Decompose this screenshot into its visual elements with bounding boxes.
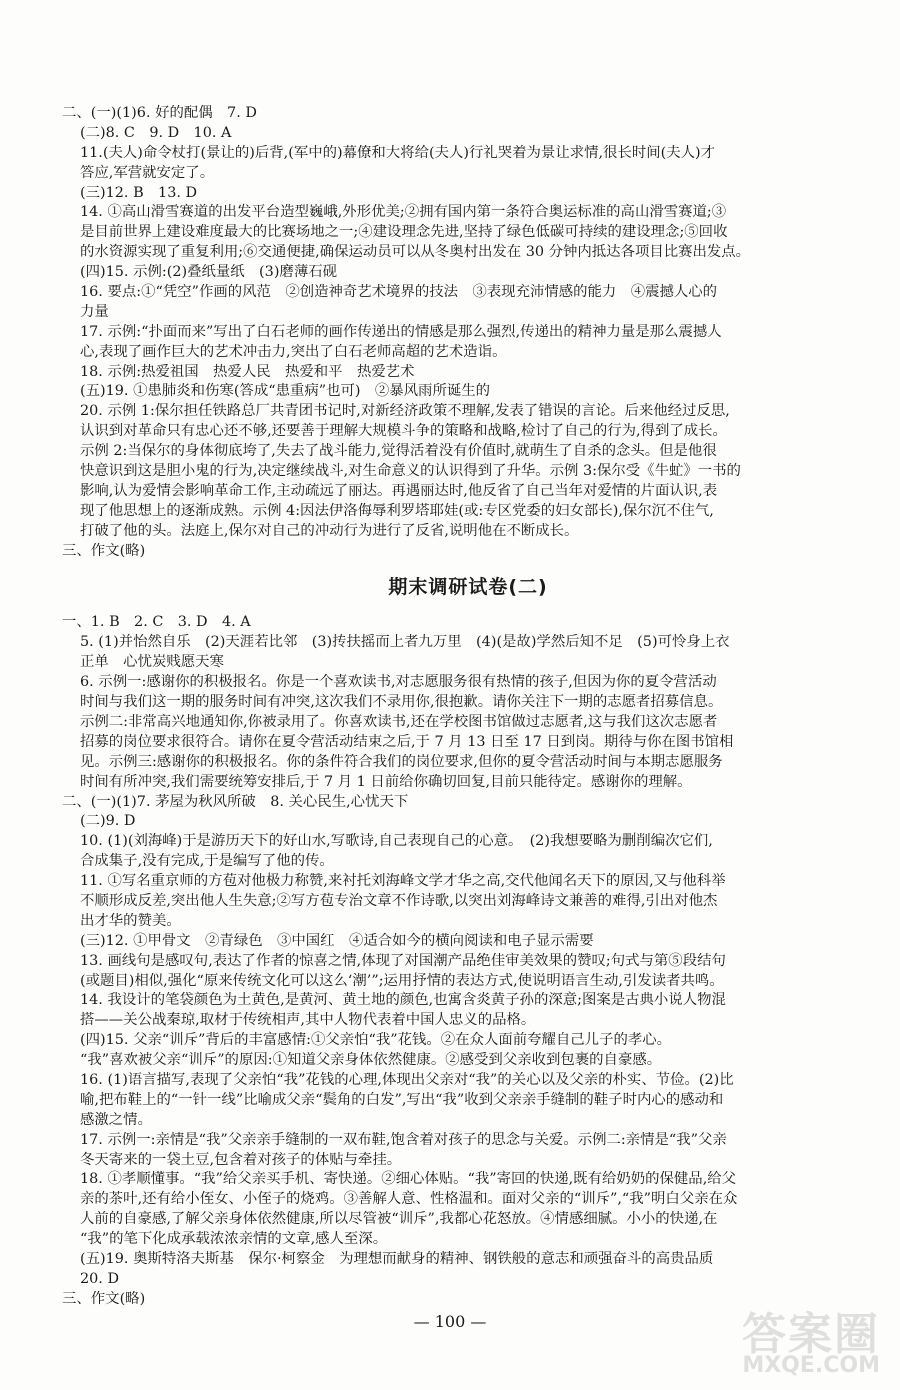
answer-line: (四)15. 父亲“训斥”背后的丰富感情:①父亲怕“我”花钱。②在众人面前夸耀自己儿子的孝心。 xyxy=(80,1032,672,1049)
watermark-logo-text: 答案圈 xyxy=(742,1309,880,1360)
answer-line: 20. 示例 1:保尔担任铁路总厂共青团书记时,对新经济政策不理解,发表了错误的言论。后来他经过反思, xyxy=(80,403,730,420)
watermark-logo xyxy=(690,1298,880,1378)
answer-line: 合成集子,没有完成,于是编写了他的传。 xyxy=(80,853,334,870)
answer-line: (三)12. B 13. D xyxy=(80,184,198,201)
answer-line: 11. ①写名重京师的方苞对他极力称赞,来衬托刘海峰文学才华之高,交代他闻名天下的原因,又与他科举 xyxy=(80,873,726,890)
answer-content xyxy=(62,104,874,1310)
answer-line: 18. ①孝顺懂事。“我”给父亲买手机、寄快递。②细心体贴。“我”寄回的快递,既有给奶奶的保健品,给父 xyxy=(80,1171,737,1188)
answer-line: 时间有所冲突,我们需要统筹安排后,于 7 月 1 日前给你确切回复,目前只能待定。感谢你的理解。 xyxy=(80,773,692,790)
answer-line: (五)19. ①患肺炎和伤寒(答成“患重病”也可) ②暴风雨所诞生的 xyxy=(80,383,491,400)
answer-line: 不顺形成反差,突出他人生失意;②写方苞专治文章不作诗歌,以突出刘海峰诗文兼善的难得,引出对他杰 xyxy=(80,892,718,909)
answer-line: 答应,军营就安定了。 xyxy=(80,164,215,181)
page-number: — 100 — xyxy=(413,1312,487,1331)
answer-line: (二)8. C 9. D 10. A xyxy=(80,124,232,141)
answer-line: 二、(一)(1)7. 茅屋为秋风所破 8. 关心民生,心忧天下 xyxy=(62,793,409,810)
answer-line: 10. (1)(刘海峰)于是游历天下的好山水,写歌诗,自己表现自己的心意。 (2)我想要略为删削编次它们, xyxy=(80,833,713,850)
section-title: 期末调研试卷(二) xyxy=(388,576,548,599)
answer-line: 快意识到这是胆小鬼的行为,决定继续战斗,对生命意义的认识得到了升华。示例 3:保尔受《牛虻》一书的 xyxy=(80,463,741,480)
answer-line: 是目前世界上建设难度最大的比赛场地之一;④建设理念先进,坚持了绿色低碳可持续的建设理念;⑤回收 xyxy=(80,224,728,241)
answer-line: 6. 示例一:感谢你的积极报名。你是一个喜欢读书,对志愿服务很有热情的孩子,但因为你的夏令营活动 xyxy=(80,674,717,691)
answer-line: “我”的笔下化成承载浓浓亲情的文章,感人至深。 xyxy=(80,1231,388,1248)
answer-line: 心,表现了画作巨大的艺术冲击力,突出了白石老师高超的艺术造诣。 xyxy=(80,343,507,360)
answer-line: 喻,把布鞋上的“一针一线”比喻成父亲“鬓角的白发”,写出“我”收到父亲亲手缝制的鞋子时内心的感动和 xyxy=(80,1091,724,1108)
answer-line: 14. 我设计的笔袋颜色为土黄色,是黄河、黄土地的颜色,也寓含炎黄子孙的深意;图案是古典小说人物混 xyxy=(80,992,726,1009)
answer-line: 一、1. B 2. C 3. D 4. A xyxy=(62,614,251,631)
answer-line: 示例 2:当保尔的身体彻底垮了,失去了战斗能力,觉得活着没有价值时,就萌生了自杀的念头。但是他很 xyxy=(80,443,717,460)
answer-line: 13. 画线句是感叹句,表达了作者的惊喜之情,体现了对国潮产品绝佳审美效果的赞叹;句式与第⑤段结句 xyxy=(80,952,726,969)
answer-line: 二、(一)(1)6. 好的配偶 7. D xyxy=(62,105,257,121)
answer-line: 16. 要点:①“凭空”作画的风范 ②创造神奇艺术境界的技法 ③表现充沛情感的能力 ④震撼人心的 xyxy=(80,284,718,301)
answer-line: 影响,认为爱情会影响革命工作,主动疏远了丽达。再遇丽达时,他反省了自己当年对爱情的片面认识,表 xyxy=(80,482,718,499)
answer-line: 示例二:非常高兴地通知你,你被录用了。你喜欢读书,还在学校图书馆做过志愿者,这与我们这次志愿者 xyxy=(80,713,718,730)
answer-line: “我”喜欢被父亲“训斥”的原因:①知道父亲身体依然健康。②感受到父亲收到包裹的自豪感。 xyxy=(80,1052,662,1069)
answer-line: 打破了他的头。法庭上,保尔对自己的冲动行为进行了反省,说明他在不断成长。 xyxy=(80,522,579,539)
answer-line: 认识到对革命只有忠心还不够,还要善于理解大规模斗争的策略和战略,检讨了自己的行为,得到了成长。 xyxy=(80,423,727,440)
answer-line: 14. ①高山滑雪赛道的出发平台造型巍峨,外形优美;②拥有国内第一条符合奥运标准的高山滑雪赛道;③ xyxy=(80,204,727,221)
answer-line: 16. (1)语言描写,表现了父亲怕“我”花钱的心理,体现出父亲对“我”的关心以及父亲的朴实、节俭。(2)比 xyxy=(80,1071,734,1088)
answer-line: 感激之情。 xyxy=(80,1111,152,1128)
answers-part-two xyxy=(62,613,874,1309)
answer-line: 17. 示例:“扑面而来”写出了白石老师的画作传递出的情感是那么强烈,传递出的精神力量是那么震撼人 xyxy=(80,323,722,340)
answer-line: 人前的自豪感,了解父亲身体依然健康,所以尽管被“训斥”,我都心花怒放。④情感细腻。小小的快递,在 xyxy=(80,1211,718,1228)
answers-part-one xyxy=(62,104,874,561)
answer-line: 搭——关公战秦琼,取材于传统相声,其中人物代表着中国人忠义的品格。 xyxy=(80,1012,536,1029)
answer-line: (二)9. D xyxy=(80,813,136,830)
answer-line: 18. 示例:热爱祖国 热爱人民 热爱和平 热爱艺术 xyxy=(80,363,415,380)
answer-line: 冬天寄来的一袋土豆,包含着对孩子的体贴与牵挂。 xyxy=(80,1151,402,1168)
answer-line: (五)19. 奥斯特洛夫斯基 保尔·柯察金 为理想而献身的精神、钢铁般的意志和顽强奋斗的高贵品质 xyxy=(80,1250,714,1267)
answer-line: 出才华的赞美。 xyxy=(80,912,181,929)
answer-line: 正单 心忧炭贱愿天寒 xyxy=(80,654,224,671)
answer-line: 时间与我们这一期的服务时间有冲突,这次我们不录用你,很抱歉。请你关注下一期的志愿者招募信息。 xyxy=(80,694,723,711)
answer-line: (三)12. ①甲骨文 ②青绿色 ③中国红 ④适合如今的横向阅读和电子显示需要 xyxy=(80,932,594,949)
answer-line: 三、作文(略) xyxy=(62,542,146,559)
answer-line: 见。示例三:感谢你的积极报名。你的条件符合我们的岗位要求,但你的夏令营活动时间与本期志愿服务 xyxy=(80,753,723,770)
answer-line: 11.(夫人)命令杖打(景让的)后背,(军中的)幕僚和大将给(夫人)行礼哭着为景让求情,很长时间(夫人)才 xyxy=(80,144,716,161)
answer-line: 5. (1)并怡然自乐 (2)天涯若比邻 (3)抟扶摇而上者九万里 (4)(是故)学然后知不足 (5)可怜身上衣 xyxy=(80,634,730,651)
answer-line: 亲的茶叶,还有给小侄女、小侄子的烧鸡。③善解人意、性格温和。面对父亲的“训斥”,“我”明白父亲在众 xyxy=(80,1191,738,1208)
answer-line: 的水资源实现了重复利用;⑥交通便捷,确保运动员可以从冬奥村出发在 30 分钟内抵达各项目比赛出发点。 xyxy=(80,244,751,261)
answer-line: 招募的岗位要求很符合。请你在夏令营活动结束之后,于 7 月 13 日至 17 日到岗。期待与你在图书馆相 xyxy=(80,733,734,750)
answer-line: (或题目)相似,强化“原来传统文化可以这么‘潮’”;运用抒情的表达方式,使说明语言生动,引发读者共鸣。 xyxy=(80,972,724,989)
answer-line: 力量 xyxy=(80,303,109,320)
answer-line: (四)15. 示例:(2)叠纸量纸 (3)磨薄石砚 xyxy=(80,264,337,281)
watermark-url: MXQE.COM xyxy=(742,1353,880,1378)
answer-line: 现了他思想上的逐渐成熟。示例 4:因法伊洛侮辱利罗塔耶娃(或:专区党委的妇女部长),保尔沉不住气, xyxy=(80,502,714,519)
answer-line: 三、作文(略) xyxy=(62,1290,146,1307)
answer-line: 17. 示例一:亲情是“我”父亲亲手缝制的一双布鞋,饱含着对孩子的思念与关爱。示例二:亲情是“我”父亲 xyxy=(80,1131,727,1148)
answer-line: 20. D xyxy=(80,1270,119,1287)
